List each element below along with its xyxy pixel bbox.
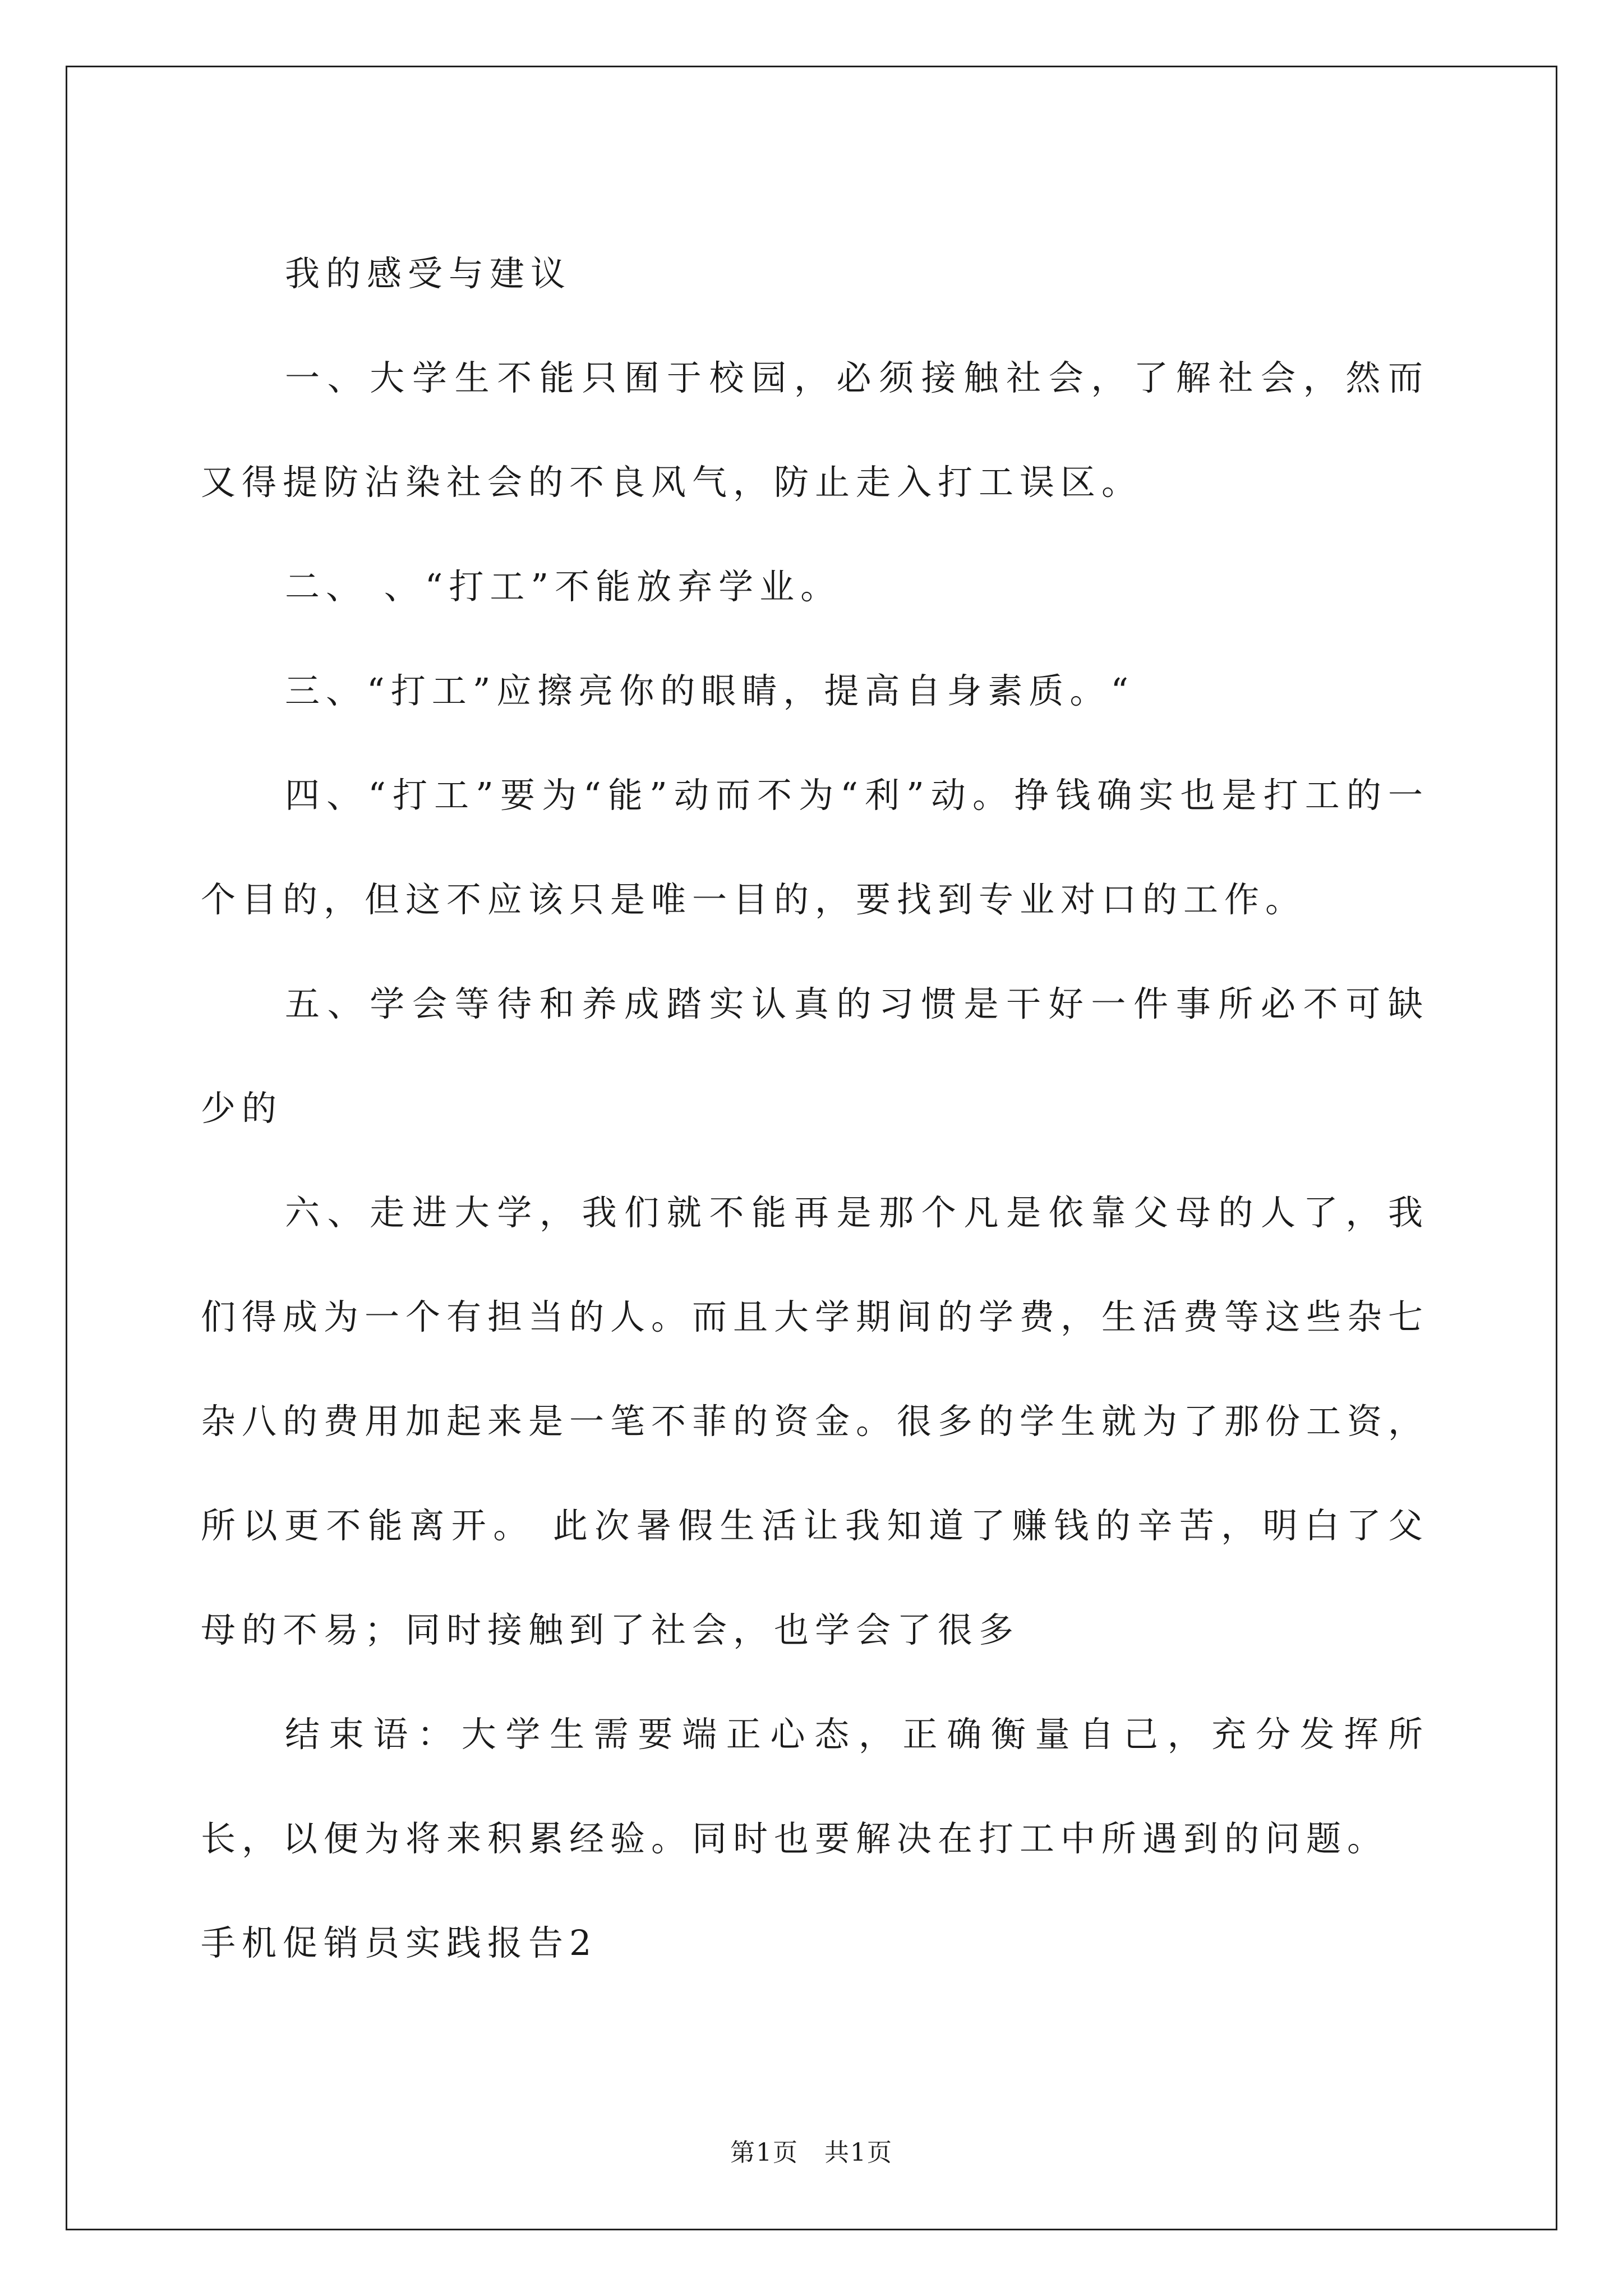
paragraph-suggestion-3: 三、“打工”应擦亮你的眼睛，提高自身素质。“ (285, 670, 1135, 711)
paragraph-suggestion-2: 二、 、“打工”不能放弃学业。 (285, 566, 842, 607)
paragraph-suggestion-4: 四、“打工”要为“能”动而不为“利”动。挣钱确实也是打工的一个目的，但这不应该只是唯一目的，要找到专业对口的工作。 (201, 775, 1429, 920)
paragraph-suggestion-5: 五、学会等待和养成踏实认真的习惯是干好一件事所必不可缺少的 (201, 983, 1429, 1129)
section-heading: 手机促销员实践报告2 (201, 1922, 598, 1963)
page-footer: 第1页 共1页 (730, 2138, 893, 2167)
paragraph-feelings-title: 我的感受与建议 (285, 253, 572, 294)
paragraph-suggestion-1: 一、大学生不能只囿于校园，必须接触社会，了解社会，然而又得提防沾染社会的不良风气，防止走入打工误区。 (201, 357, 1429, 503)
document-body (201, 222, 1429, 1995)
paragraph-suggestion-6: 六、走进大学，我们就不能再是那个凡是依靠父母的人了，我们得成为一个有担当的人。而且大学期间的学费，生活费等这些杂七杂八的费用加起来是一笔不菲的资金。很多的学生就为了那份工资，所以更不能离开。 此次暑假生活让我知道了赚钱的辛苦，明白了父母的不易；同时接触到了社会，也学会了很多 (201, 1192, 1430, 1650)
paragraph-conclusion: 结束语：大学生需要端正心态，正确衡量自己，充分发挥所长，以便为将来积累经验。同时也要解决在打工中所遇到的问题。 (201, 1714, 1429, 1859)
